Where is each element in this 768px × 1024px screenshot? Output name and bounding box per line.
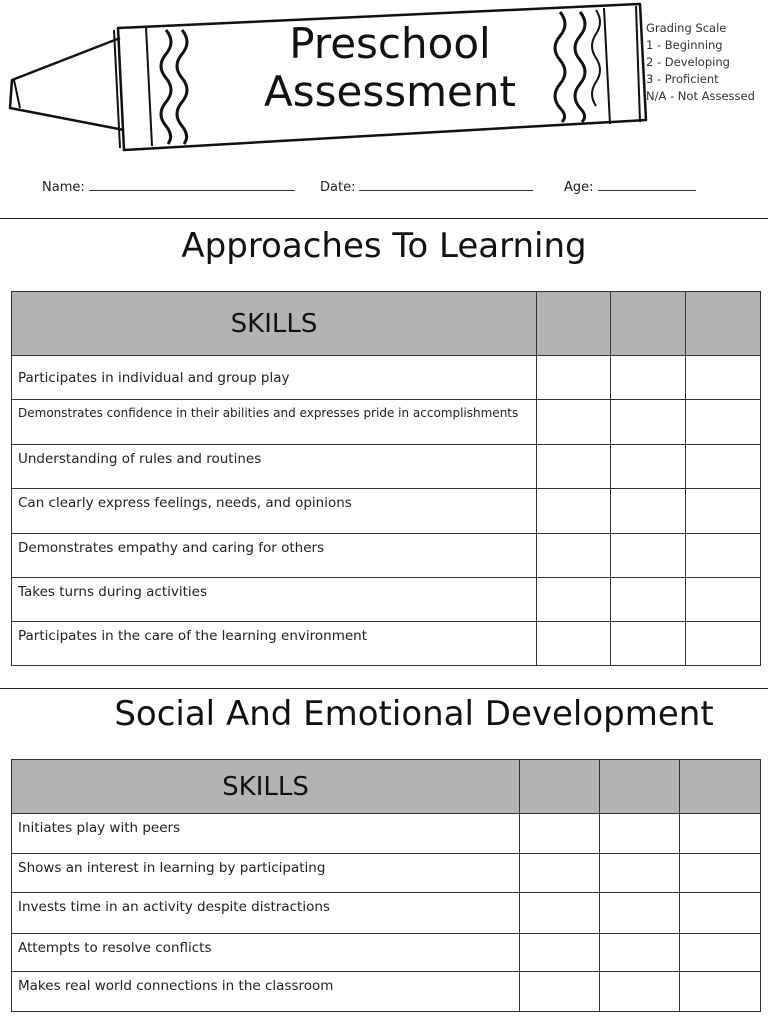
age-field[interactable] xyxy=(564,178,696,195)
skill-label: Demonstrates confidence in their abilities and expresses pride in accomplishments xyxy=(12,400,537,445)
score-cell[interactable] xyxy=(611,445,686,489)
worksheet-title xyxy=(250,20,530,116)
score-cell[interactable] xyxy=(680,893,761,934)
name-field[interactable] xyxy=(42,178,295,195)
score-cell[interactable] xyxy=(611,489,686,534)
date-line[interactable] xyxy=(359,178,533,191)
score-cell[interactable] xyxy=(611,400,686,445)
table-row xyxy=(12,972,761,1012)
table-row xyxy=(12,893,761,934)
skill-label: Attempts to resolve conflicts xyxy=(12,934,520,972)
date-field[interactable] xyxy=(320,178,533,195)
skills-column-header: SKILLS xyxy=(12,760,520,814)
table-row xyxy=(12,489,761,534)
score-column-header xyxy=(520,760,600,814)
score-cell[interactable] xyxy=(611,356,686,400)
score-cell[interactable] xyxy=(686,622,761,666)
table-row xyxy=(12,934,761,972)
score-cell[interactable] xyxy=(537,489,611,534)
score-cell[interactable] xyxy=(686,534,761,578)
grading-level: 2 - Developing xyxy=(646,55,730,69)
date-label: Date: xyxy=(320,180,356,195)
divider xyxy=(0,688,768,689)
score-cell[interactable] xyxy=(600,972,680,1012)
table-row xyxy=(12,854,761,893)
table-row xyxy=(12,578,761,622)
table-header-row xyxy=(12,292,761,356)
score-cell[interactable] xyxy=(611,578,686,622)
skill-label: Can clearly express feelings, needs, and opinions xyxy=(12,489,537,534)
grading-level: 3 - Proficient xyxy=(646,72,719,86)
score-column-header xyxy=(686,292,761,356)
skill-label: Takes turns during activities xyxy=(12,578,537,622)
score-cell[interactable] xyxy=(686,356,761,400)
skill-label: Initiates play with peers xyxy=(12,814,520,854)
score-cell[interactable] xyxy=(537,400,611,445)
section-title-social-emotional: Social And Emotional Development xyxy=(114,694,714,734)
score-cell[interactable] xyxy=(520,934,600,972)
score-cell[interactable] xyxy=(686,578,761,622)
score-cell[interactable] xyxy=(537,622,611,666)
section-title-approaches: Approaches To Learning xyxy=(181,226,587,266)
score-cell[interactable] xyxy=(611,622,686,666)
age-label: Age: xyxy=(564,180,594,195)
social-emotional-skills-table xyxy=(11,759,761,1012)
score-cell[interactable] xyxy=(686,489,761,534)
score-column-header xyxy=(537,292,611,356)
score-cell[interactable] xyxy=(520,972,600,1012)
name-line[interactable] xyxy=(89,178,295,191)
score-cell[interactable] xyxy=(680,934,761,972)
score-cell[interactable] xyxy=(686,400,761,445)
skill-label: Invests time in an activity despite distractions xyxy=(12,893,520,934)
name-label: Name: xyxy=(42,180,85,195)
score-cell[interactable] xyxy=(600,934,680,972)
score-cell[interactable] xyxy=(520,814,600,854)
skill-label: Participates in the care of the learning environment xyxy=(12,622,537,666)
table-row xyxy=(12,534,761,578)
score-cell[interactable] xyxy=(600,854,680,893)
score-cell[interactable] xyxy=(537,534,611,578)
score-column-header xyxy=(680,760,761,814)
score-column-header xyxy=(600,760,680,814)
table-header-row xyxy=(12,760,761,814)
grading-level: 1 - Beginning xyxy=(646,38,723,52)
table-row xyxy=(12,814,761,854)
grading-level: N/A - Not Assessed xyxy=(646,89,755,103)
divider xyxy=(0,218,768,219)
score-cell[interactable] xyxy=(600,893,680,934)
score-cell[interactable] xyxy=(600,814,680,854)
age-line[interactable] xyxy=(598,178,696,191)
grading-scale xyxy=(646,20,755,105)
table-row xyxy=(12,356,761,400)
table-row xyxy=(12,400,761,445)
score-cell[interactable] xyxy=(611,534,686,578)
score-column-header xyxy=(611,292,686,356)
skill-label: Shows an interest in learning by participating xyxy=(12,854,520,893)
table-row xyxy=(12,445,761,489)
table-row xyxy=(12,622,761,666)
score-cell[interactable] xyxy=(686,445,761,489)
score-cell[interactable] xyxy=(680,972,761,1012)
score-cell[interactable] xyxy=(537,578,611,622)
score-cell[interactable] xyxy=(680,854,761,893)
skill-label: Demonstrates empathy and caring for others xyxy=(12,534,537,578)
score-cell[interactable] xyxy=(537,445,611,489)
title-line-1: Preschool xyxy=(289,19,491,68)
skills-column-header: SKILLS xyxy=(12,292,537,356)
title-line-2: Assessment xyxy=(264,67,516,116)
score-cell[interactable] xyxy=(680,814,761,854)
skill-label: Makes real world connections in the classroom xyxy=(12,972,520,1012)
student-info-fields xyxy=(0,178,768,200)
skill-label: Understanding of rules and routines xyxy=(12,445,537,489)
grading-scale-heading: Grading Scale xyxy=(646,21,727,35)
score-cell[interactable] xyxy=(537,356,611,400)
skill-label: Participates in individual and group play xyxy=(12,356,537,400)
approaches-skills-table xyxy=(11,291,761,666)
score-cell[interactable] xyxy=(520,893,600,934)
score-cell[interactable] xyxy=(520,854,600,893)
